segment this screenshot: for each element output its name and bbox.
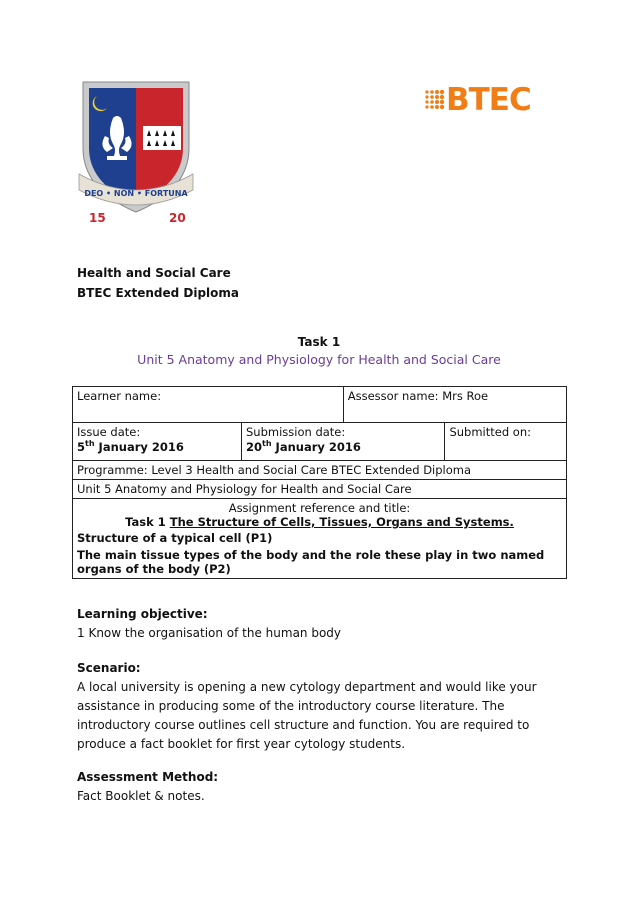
task-title: Task 1	[297, 335, 341, 349]
scenario-line-4: produce a fact booklet for first year cytology students.	[77, 737, 406, 751]
assessment-section	[77, 768, 218, 806]
heading-line-2: BTEC Extended Diploma	[77, 286, 239, 300]
assessment-text: Fact Booklet & notes.	[77, 789, 205, 803]
assignment-task-line: Task 1 The Structure of Cells, Tissues, Organs and Systems.	[125, 515, 514, 529]
scenario-line-1: A local university is opening a new cytology department and would like your	[77, 680, 537, 694]
scenario-section	[77, 659, 537, 754]
assessor-name-label: Assessor name: Mrs Roe	[347, 389, 489, 403]
learner-name-label: Learner name:	[77, 389, 162, 403]
submitted-on-label: Submitted on:	[449, 425, 532, 439]
btec-logo-text: BTEC	[446, 82, 531, 118]
scenario-heading: Scenario:	[77, 661, 141, 675]
assignment-ref-label: Assignment reference and title:	[228, 501, 411, 515]
assessment-heading: Assessment Method:	[77, 770, 219, 784]
svg-text:15: 15	[89, 211, 106, 225]
learning-objective-section	[77, 605, 341, 643]
learner-name-cell	[73, 387, 344, 423]
heading-line-1: Health and Social Care	[77, 266, 231, 280]
unit-cell	[73, 480, 567, 499]
scenario-line-2: assistance in producing some of the introductory course literature. The	[77, 699, 505, 713]
school-crest-logo	[77, 78, 195, 226]
unit-text: Unit 5 Anatomy and Physiology for Health and Social Care	[77, 482, 412, 496]
assignment-info-table	[72, 386, 567, 579]
issue-date-label: Issue date:	[77, 425, 141, 439]
learning-objective-text: 1 Know the organisation of the human body	[77, 626, 342, 640]
issue-date-cell	[73, 423, 242, 461]
criteria-p1: Structure of a typical cell (P1)	[77, 531, 273, 545]
task-subtitle: Unit 5 Anatomy and Physiology for Health and Social Care	[137, 352, 501, 367]
assignment-task-title: The Structure of Cells, Tissues, Organs and Systems.	[169, 515, 514, 529]
course-heading	[77, 263, 239, 303]
criteria-p2: The main tissue types of the body and the role these play in two named organs of the body (P2)	[77, 548, 545, 576]
scenario-line-3: introductory course outlines cell structure and function. You are required to	[77, 718, 530, 732]
programme-text: Programme: Level 3 Health and Social Care BTEC Extended Diploma	[77, 463, 472, 477]
submission-date-value: 20th January 2016	[246, 439, 361, 454]
issue-date-value: 5th January 2016	[77, 439, 184, 454]
submission-date-label: Submission date:	[246, 425, 346, 439]
learning-objective-heading: Learning objective:	[77, 607, 208, 621]
programme-cell	[73, 461, 567, 480]
assessor-name-cell	[343, 387, 566, 423]
submission-date-cell	[242, 423, 445, 461]
svg-text:DEO • NON • FORTUNA: DEO • NON • FORTUNA	[84, 189, 188, 198]
svg-text:20: 20	[169, 211, 186, 225]
submitted-on-cell	[445, 423, 567, 461]
btec-logo	[424, 80, 542, 120]
assignment-title-cell	[73, 499, 567, 579]
